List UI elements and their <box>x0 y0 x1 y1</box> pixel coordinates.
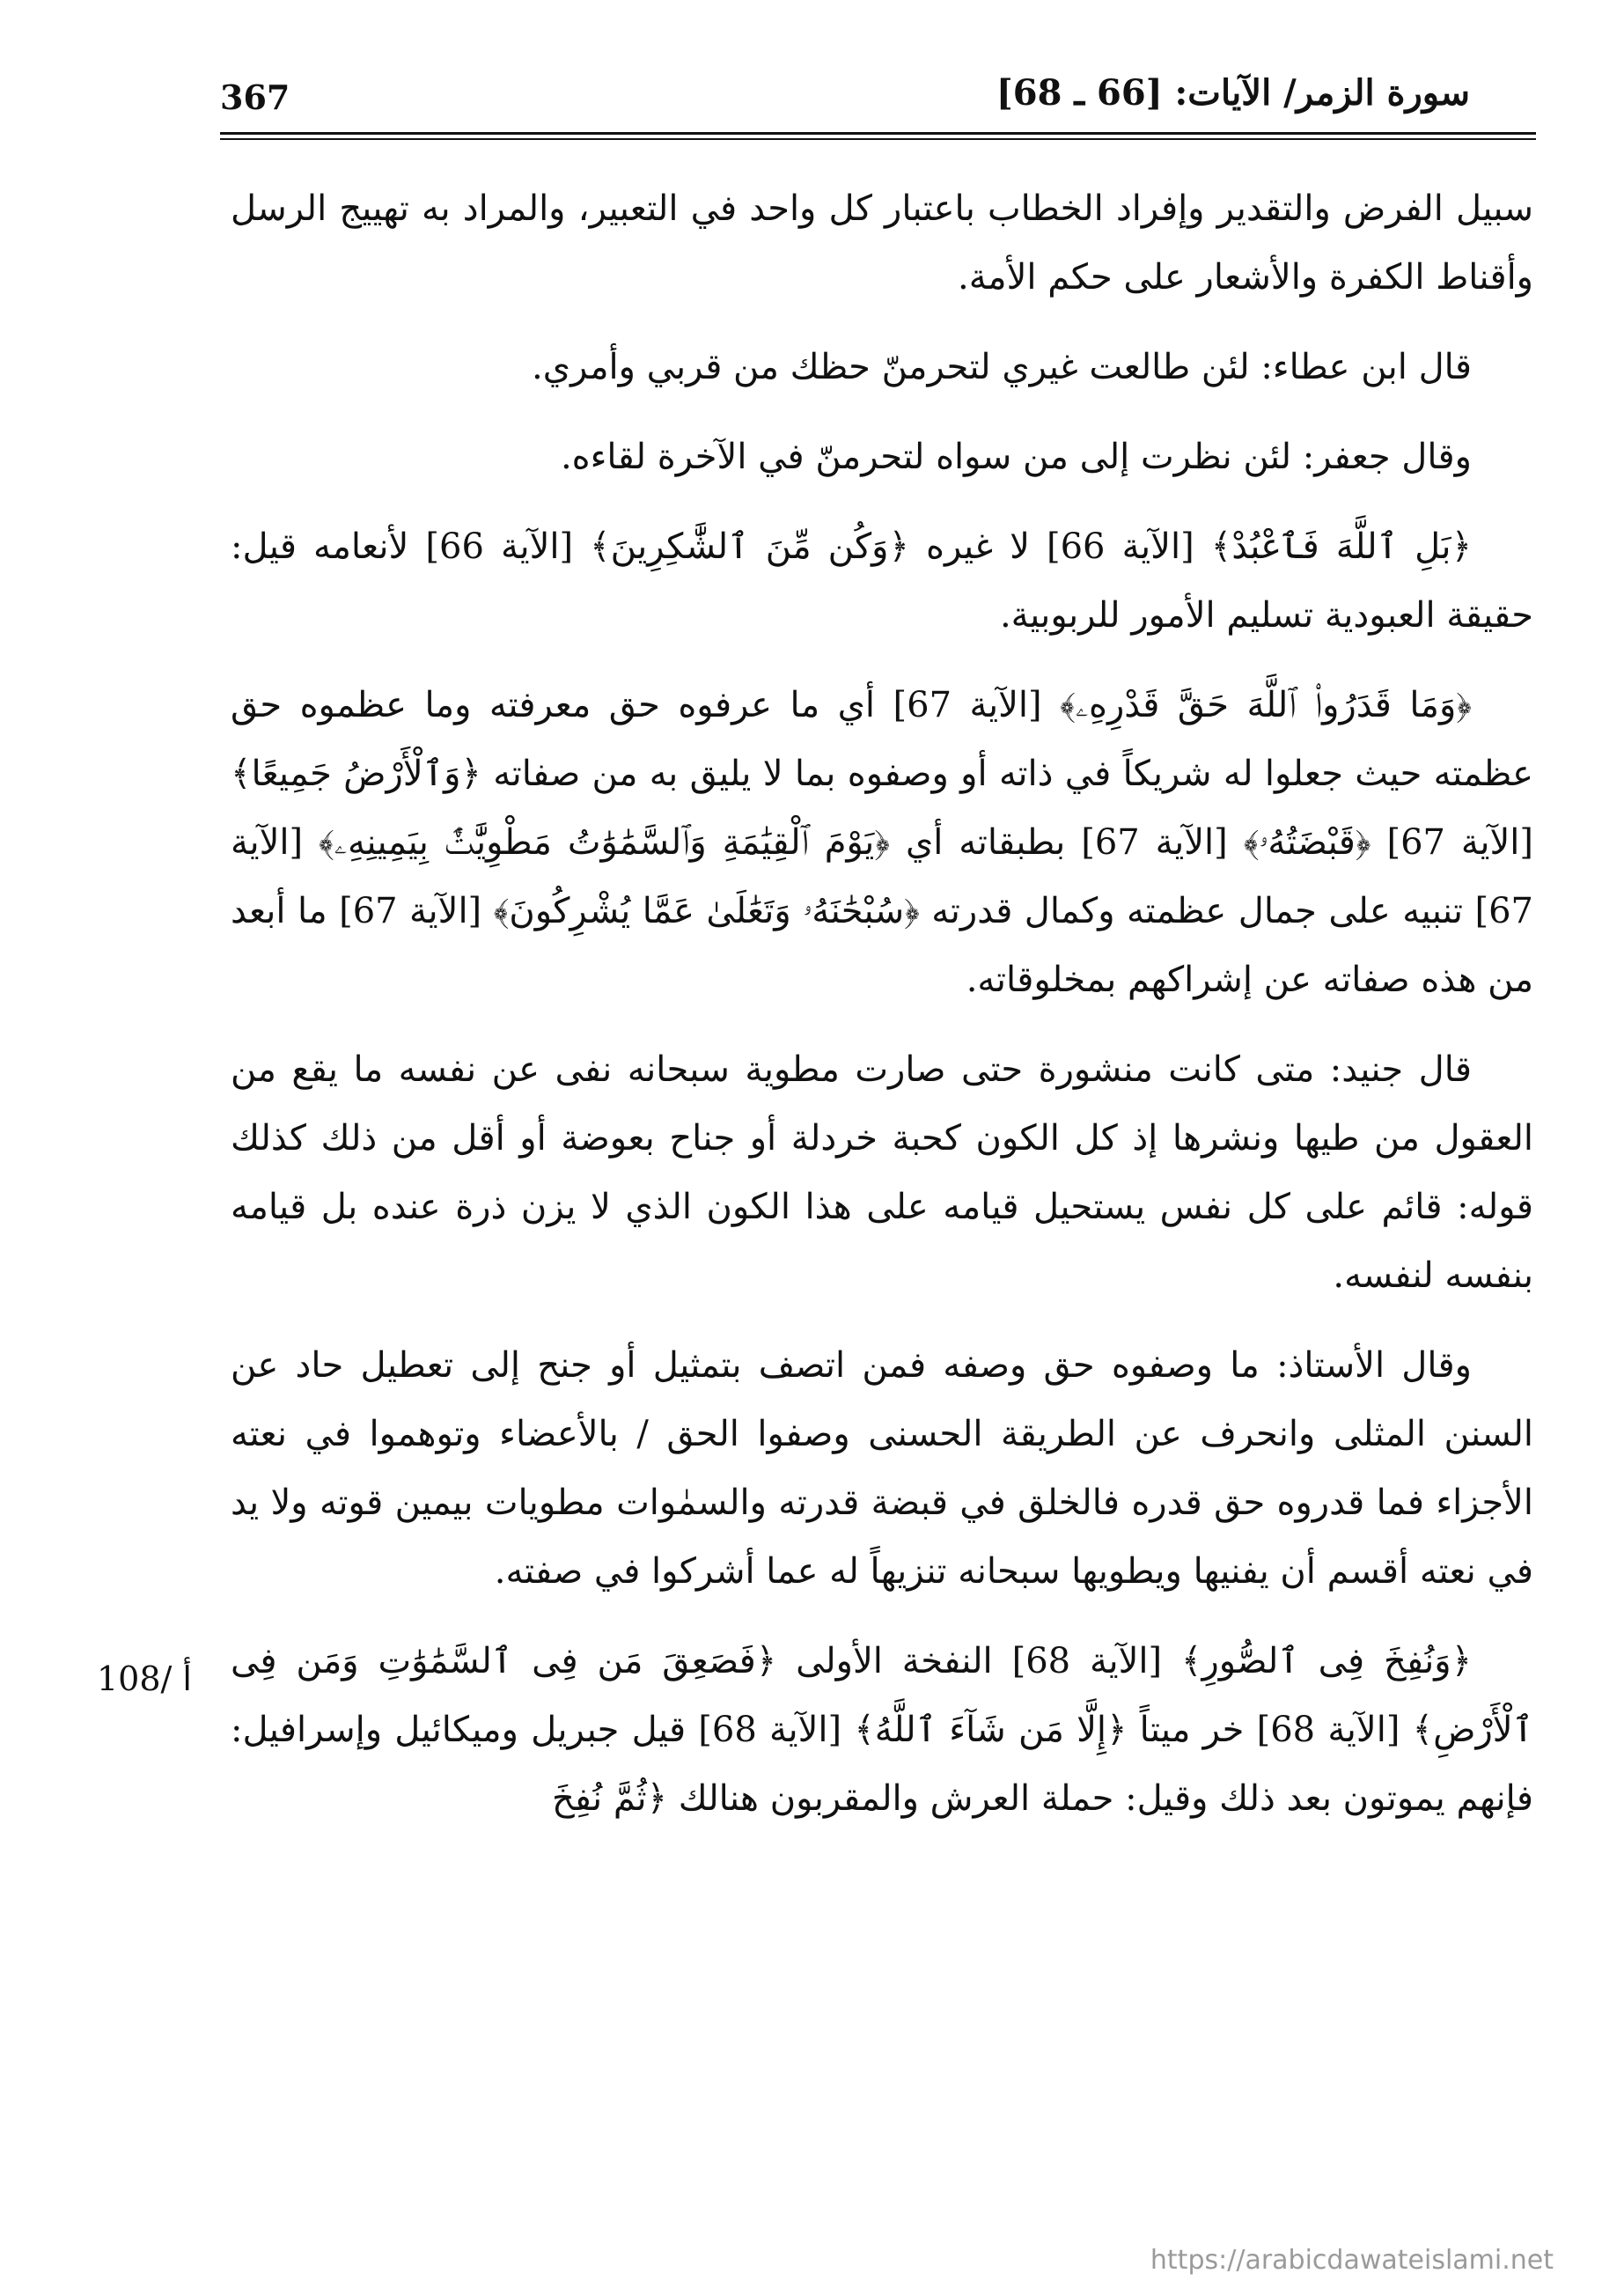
paragraph-5: ﴿وَمَا قَدَرُوا۟ ٱللَّهَ حَقَّ قَدْرِهِۦ﴾ [الآية 67] أي ما عرفوه حق معرفته وما عظموه حق عظمته حيث جعلوا له شريكاً في ذاته أو وصفوه بما لا يليق به من صفاته ﴿وَٱلْأَرْضُ جَمِيعًا﴾ [الآية 67] ﴿قَبْضَتُهُۥ﴾ [الآية 67] بطبقاته أي ﴿يَوْمَ ٱلْقِيَٰمَةِ وَٱلسَّمَٰوَٰتُ مَطْوِيَّٰتٌۢ بِيَمِينِهِۦ﴾ [الآية 67] تنبيه على جمال عظمته وكمال قدرته ﴿سُبْحَٰنَهُۥ وَتَعَٰلَىٰ عَمَّا يُشْرِكُونَ﴾ [الآية 67] ما أبعد من هذه صفاته عن إشراكهم بمخلوقاته. <box>231 685 1533 1000</box>
paragraph-3: وقال جعفر: لئن نظرت إلى من سواه لتحرمنّ في الآخرة لقاءه. <box>560 437 1472 477</box>
watermark-url: https://arabicdawateislami.net <box>1150 2245 1554 2276</box>
paragraph-6: قال جنيد: متى كانت منشورة حتى صارت مطوية سبحانه نفى عن نفسه ما يقع من العقول من طيها ونشرها إذ كل الكون كحبة خردلة أو جناح بعوضة أو أقل من ذلك كذلك قوله: قائم على كل نفس يستحيل قيامه على هذا الكون الذي لا يزن ذرة عنده بل قيامه بنفسه لنفسه. <box>231 1049 1533 1296</box>
manuscript-folio-note: 108/ أ <box>97 1659 192 1698</box>
header-rule-thick <box>220 132 1536 135</box>
running-title: سورة الزمر/ الآيات: [66 ـ 68] <box>996 72 1470 114</box>
page-body <box>231 174 1533 1854</box>
header-rule-thin <box>220 138 1536 140</box>
paragraph-7: وقال الأستاذ: ما وصفوه حق وصفه فمن اتصف بتمثيل أو جنح إلى تعطيل حاد عن السنن المثلى وانحرف عن الطريقة الحسنى وصفوا الحق / بالأعضاء وتوهموا في نعته الأجزاء فما قدروه حق قدره فالخلق في قبضة قدرته والسمٰوات مطويات بيمين قوته ولا يد في نعته أقسم أن يفنيها ويطويها سبحانه تنزيهاً له عما أشركوا في صفته. <box>231 1345 1533 1592</box>
paragraph-4: ﴿بَلِ ٱللَّهَ فَٱعْبُدْ﴾ [الآية 66] لا غيره ﴿وَكُن مِّنَ ٱلشَّٰكِرِينَ﴾ [الآية 66] لأنعامه قيل: حقيقة العبودية تسليم الأمور للربوبية. <box>231 526 1533 636</box>
page-header <box>220 72 1470 125</box>
paragraph-8: ﴿وَنُفِخَ فِى ٱلصُّورِ﴾ [الآية 68] النفخة الأولى ﴿فَصَعِقَ مَن فِى ٱلسَّمَٰوَٰتِ وَمَن فِى ٱلْأَرْضِ﴾ [الآية 68] خر ميتاً ﴿إِلَّا مَن شَآءَ ٱللَّهُ﴾ [الآية 68] قيل جبريل وميكائيل وإسرافيل: فإنهم يموتون بعد ذلك وقيل: حملة العرش والمقربون هنالك ﴿ثُمَّ نُفِخَ <box>231 1641 1534 1819</box>
paragraph-1: سبيل الفرض والتقدير وإفراد الخطاب باعتبار كل واحد في التعبير، والمراد به تهييج الرسل وأقناط الكفرة والأشعار على حكم الأمة. <box>231 188 1533 298</box>
paragraph-2: قال ابن عطاء: لئن طالعت غيري لتحرمنّ حظك من قربي وأمري. <box>532 347 1472 387</box>
page-number: 367 <box>220 77 290 117</box>
